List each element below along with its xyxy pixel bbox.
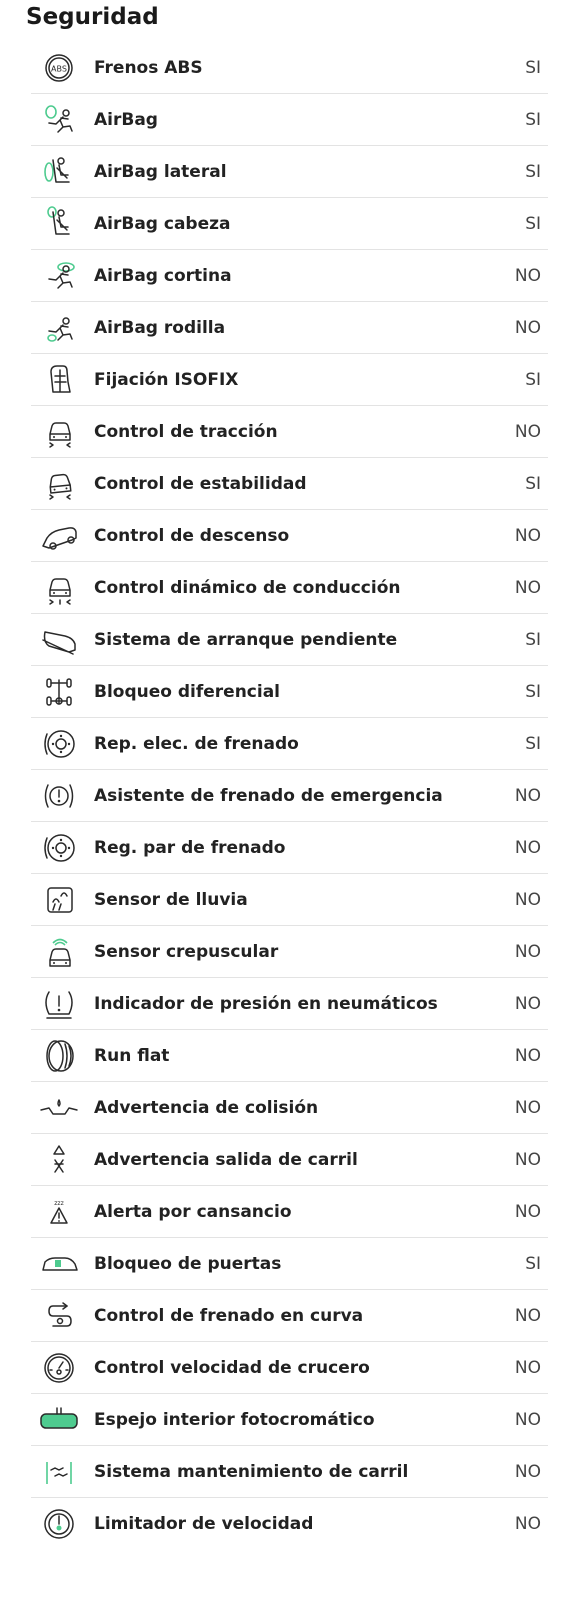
feature-label: Espejo interior fotocromático — [94, 1410, 375, 1430]
feature-value: SI — [525, 58, 541, 78]
feature-row-frenado-curva — [31, 1290, 548, 1342]
feature-value: SI — [525, 734, 541, 754]
rain-sensor-icon — [39, 882, 79, 918]
features-list — [31, 42, 548, 1550]
feature-row-limitador-velocidad — [31, 1498, 548, 1550]
feature-label: Control de tracción — [94, 422, 278, 442]
feature-value: NO — [514, 1358, 541, 1378]
feature-row-asistente-frenado — [31, 770, 548, 822]
feature-label: Alerta por cansancio — [94, 1202, 292, 1222]
feature-label: Advertencia salida de carril — [94, 1150, 358, 1170]
tire-pressure-icon — [39, 986, 79, 1022]
feature-label: Sensor crepuscular — [94, 942, 279, 962]
feature-label: Indicador de presión en neumáticos — [94, 994, 438, 1014]
feature-value: SI — [525, 474, 541, 494]
child-seat-icon — [39, 362, 79, 398]
feature-row-airbag — [31, 94, 548, 146]
feature-value: NO — [514, 838, 541, 858]
feature-value: NO — [514, 994, 541, 1014]
feature-label: Advertencia de colisión — [94, 1098, 319, 1118]
hill-descent-icon — [39, 518, 79, 554]
traction-control-icon — [39, 414, 79, 450]
emergency-brake-icon — [39, 778, 79, 814]
dynamic-control-icon — [39, 570, 79, 606]
feature-label: AirBag rodilla — [94, 318, 226, 338]
curve-brake-icon — [39, 1298, 79, 1334]
feature-value: NO — [514, 1202, 541, 1222]
feature-row-mantenimiento-carril — [31, 1446, 548, 1498]
feature-row-velocidad-crucero — [31, 1342, 548, 1394]
curtain-airbag-icon — [39, 258, 79, 294]
feature-row-control-dinamico — [31, 562, 548, 614]
knee-airbag-icon — [39, 310, 79, 346]
collision-warning-icon — [39, 1090, 79, 1126]
feature-label: AirBag cortina — [94, 266, 232, 286]
feature-label: AirBag — [94, 110, 158, 130]
feature-row-alerta-cansancio — [31, 1186, 548, 1238]
feature-row-advertencia-colision — [31, 1082, 548, 1134]
feature-label: AirBag lateral — [94, 162, 227, 182]
feature-row-control-descenso — [31, 510, 548, 562]
feature-value: NO — [514, 786, 541, 806]
feature-row-run-flat — [31, 1030, 548, 1082]
feature-value: NO — [514, 1098, 541, 1118]
feature-row-sensor-crepuscular — [31, 926, 548, 978]
tire-icon — [39, 1038, 79, 1074]
section-title: Seguridad — [26, 4, 159, 30]
feature-row-control-estabilidad — [31, 458, 548, 510]
feature-label: Asistente de frenado de emergencia — [94, 786, 443, 806]
feature-row-espejo-fotocromatico — [31, 1394, 548, 1446]
fatigue-alert-icon — [39, 1194, 79, 1230]
feature-value: NO — [514, 578, 541, 598]
stability-control-icon — [39, 466, 79, 502]
feature-value: SI — [525, 214, 541, 234]
feature-value: SI — [525, 1254, 541, 1274]
feature-row-airbag-cabeza — [31, 198, 548, 250]
feature-label: Run flat — [94, 1046, 170, 1066]
feature-value: NO — [514, 890, 541, 910]
feature-value: NO — [514, 1046, 541, 1066]
feature-label: Sistema mantenimiento de carril — [94, 1462, 409, 1482]
feature-row-airbag-rodilla — [31, 302, 548, 354]
feature-value: NO — [514, 526, 541, 546]
airbag-icon — [39, 102, 79, 138]
feature-row-fijacion-isofix — [31, 354, 548, 406]
side-airbag-icon — [39, 154, 79, 190]
head-airbag-icon — [39, 206, 79, 242]
feature-label: Control dinámico de conducción — [94, 578, 401, 598]
feature-row-arranque-pendiente — [31, 614, 548, 666]
feature-value: SI — [525, 682, 541, 702]
feature-label: Control de frenado en curva — [94, 1306, 364, 1326]
feature-label: Fijación ISOFIX — [94, 370, 239, 390]
feature-label: Control de descenso — [94, 526, 290, 546]
feature-row-sensor-lluvia — [31, 874, 548, 926]
feature-row-frenos-abs — [31, 42, 548, 94]
cruise-control-icon — [39, 1350, 79, 1386]
feature-value: NO — [514, 1514, 541, 1534]
feature-value: NO — [514, 1462, 541, 1482]
feature-row-rep-elec-frenado — [31, 718, 548, 770]
feature-value: NO — [514, 266, 541, 286]
svg-text:ABS: ABS — [51, 64, 67, 74]
hill-start-icon — [39, 622, 79, 658]
feature-label: Limitador de velocidad — [94, 1514, 314, 1534]
feature-row-airbag-lateral — [31, 146, 548, 198]
feature-label: Bloqueo de puertas — [94, 1254, 282, 1274]
brake-torque-icon — [39, 830, 79, 866]
feature-label: Control velocidad de crucero — [94, 1358, 370, 1378]
speed-limiter-icon — [39, 1506, 79, 1542]
feature-value: NO — [514, 1150, 541, 1170]
brake-disc-icon — [39, 726, 79, 762]
feature-row-airbag-cortina — [31, 250, 548, 302]
abs-icon — [39, 50, 79, 86]
feature-label: Rep. elec. de frenado — [94, 734, 299, 754]
feature-label: Sistema de arranque pendiente — [94, 630, 398, 650]
feature-row-bloqueo-diferencial — [31, 666, 548, 718]
feature-label: Bloqueo diferencial — [94, 682, 281, 702]
mirror-icon — [39, 1402, 79, 1438]
feature-row-bloqueo-puertas — [31, 1238, 548, 1290]
feature-row-presion-neumaticos — [31, 978, 548, 1030]
lane-departure-icon — [39, 1142, 79, 1178]
feature-value: NO — [514, 422, 541, 442]
feature-label: Sensor de lluvia — [94, 890, 248, 910]
feature-row-reg-par-frenado — [31, 822, 548, 874]
feature-value: SI — [525, 630, 541, 650]
feature-value: SI — [525, 162, 541, 182]
feature-value: NO — [514, 1306, 541, 1326]
feature-label: Control de estabilidad — [94, 474, 307, 494]
svg-text:zzz: zzz — [54, 1200, 64, 1207]
feature-value: SI — [525, 110, 541, 130]
feature-label: Frenos ABS — [94, 58, 203, 78]
feature-row-control-traccion — [31, 406, 548, 458]
feature-label: Reg. par de frenado — [94, 838, 286, 858]
lane-keep-icon — [39, 1454, 79, 1490]
feature-value: NO — [514, 1410, 541, 1430]
light-sensor-icon — [39, 934, 79, 970]
differential-lock-icon — [39, 674, 79, 710]
feature-value: NO — [514, 318, 541, 338]
feature-value: NO — [514, 942, 541, 962]
feature-label: AirBag cabeza — [94, 214, 231, 234]
feature-value: SI — [525, 370, 541, 390]
feature-row-salida-carril — [31, 1134, 548, 1186]
door-lock-icon — [39, 1246, 79, 1282]
